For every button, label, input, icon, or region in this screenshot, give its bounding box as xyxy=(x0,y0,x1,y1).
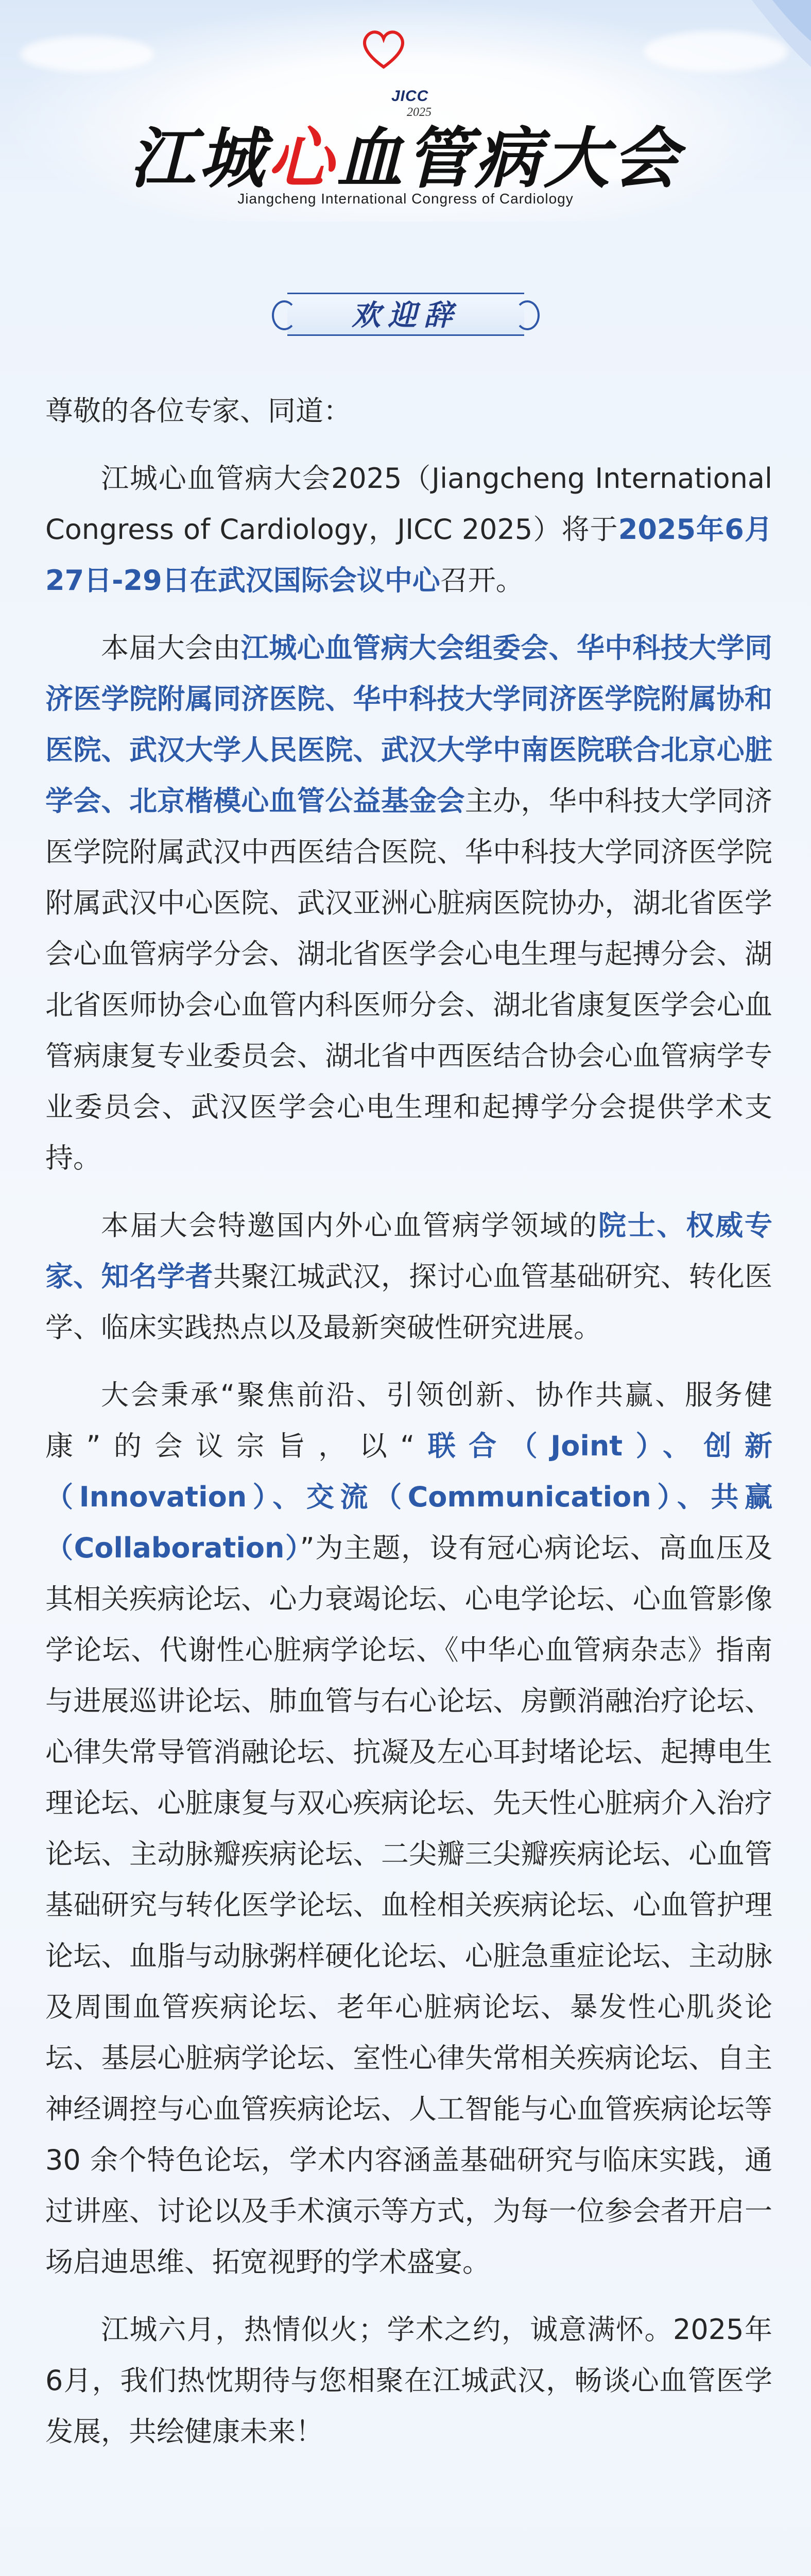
organizers-lead: 本届大会由 xyxy=(101,632,241,664)
heart-logo-icon xyxy=(360,28,407,70)
title-part-3: 血管病大会 xyxy=(336,120,682,197)
event-date-venue: 2025年6月27日-29日在武汉国际会议中心 xyxy=(45,513,772,597)
forums-text: ”为主题，设有冠心病论坛、高血压及其相关疾病论坛、心力衰竭论坛、心电学论坛、心血管影像学论坛、代谢性心脏病学论坛、《中华心血管病杂志》指南与进展巡讲论坛、肺血管与右心论坛、房颤消融治疗论坛、心律失常导管消融论坛、抗凝及左心耳封堵论坛、起搏电生理论坛、心脏康复与双心疾病论坛、先天性心脏病介入治疗论坛、主动脉瓣疾病论坛、二尖瓣三尖瓣疾病论坛、心血管基础研究与转化医学论坛、血栓相关疾病论坛、心血管护理论坛、血脂与动脉粥样硬化论坛、心脏急重症论坛、主动脉及周围血管疾病论坛、老年心脏病论坛、暴发性心肌炎论坛、基层心脏病学论坛、室性心律失常相关疾病论坛、自主神经调控与心血管疾病论坛、人工智能与心血管疾病论坛等 30 余个特色论坛，学术内容涵盖基础研究与临床实践，通过讲座、讨论以及手术演示等方式，为每一位参会者开启一场启迪思维、拓宽视野的学术盛宴。 xyxy=(45,1532,772,2278)
intro-text: 江城心血管病大会2025（Jiangcheng International Congress of Cardiology，JICC 2025）将于 xyxy=(45,462,772,546)
greeting: 尊敬的各位专家、同道： xyxy=(45,395,351,427)
welcome-banner xyxy=(287,282,524,344)
welcome-label: 欢迎辞 xyxy=(352,298,460,332)
theme-lead: 大会秉承“聚焦前沿、引领创新、协作共赢、服务健康”的会议宗旨，以“ xyxy=(45,1379,772,1462)
header xyxy=(0,0,811,222)
page-title xyxy=(0,106,811,200)
experts-lead: 本届大会特邀国内外心血管病学领域的 xyxy=(101,1209,598,1242)
logo-year: 2025 xyxy=(407,106,432,119)
intro-end: 召开。 xyxy=(440,564,524,597)
congress-theme: 联合（Joint）、创新（Innovation）、交流（Communication）、共赢（Collaboration） xyxy=(45,1430,772,1564)
host-organizations: 江城心血管病大会组委会、华中科技大学同济医学院附属同济医院、华中科技大学同济医学院附属协和医院、武汉大学人民医院、武汉大学中南医院联合北京心脏学会、北京楷模心血管公益基金会 xyxy=(45,632,773,817)
letter-body xyxy=(45,385,772,2473)
title-part-2: 心 xyxy=(267,120,337,197)
paragraph-theme xyxy=(45,1369,772,2287)
logo-text: JICC xyxy=(391,88,429,105)
paragraph-organizers xyxy=(45,622,772,1183)
page-subtitle: Jiangcheng International Congress of Cardiology xyxy=(237,191,574,207)
sail-decoration-icon xyxy=(741,0,811,77)
paragraph-experts xyxy=(45,1200,772,1353)
experts-text: 共聚江城武汉，探讨心血管基础研究、转化医学、临床实践热点以及最新突破性研究进展。 xyxy=(45,1260,773,1344)
paragraph-closing: 江城六月，热情似火；学术之约，诚意满怀。2025年6月，我们热忱期待与您相聚在江城武汉，畅谈心血管医学发展，共绘健康未来！ xyxy=(45,2313,772,2448)
organizers-text: 主办，华中科技大学同济医学院附属武汉中西医结合医院、华中科技大学同济医学院附属武汉中心医院、武汉亚洲心脏病医院协办，湖北省医学会心血管病学分会、湖北省医学会心电生理与起搏分会、湖北省医师协会心血管内科医师分会、湖北省康复医学会心血管病康复专业委员会、湖北省中西医结合协会心血管病学专业委员会、武汉医学会心电生理和起搏学分会提供学术支持。 xyxy=(45,785,773,1174)
paragraph-intro xyxy=(45,453,772,606)
title-part-1: 江城 xyxy=(129,120,268,197)
invited-experts: 院士、权威专家、知名学者 xyxy=(45,1209,773,1293)
